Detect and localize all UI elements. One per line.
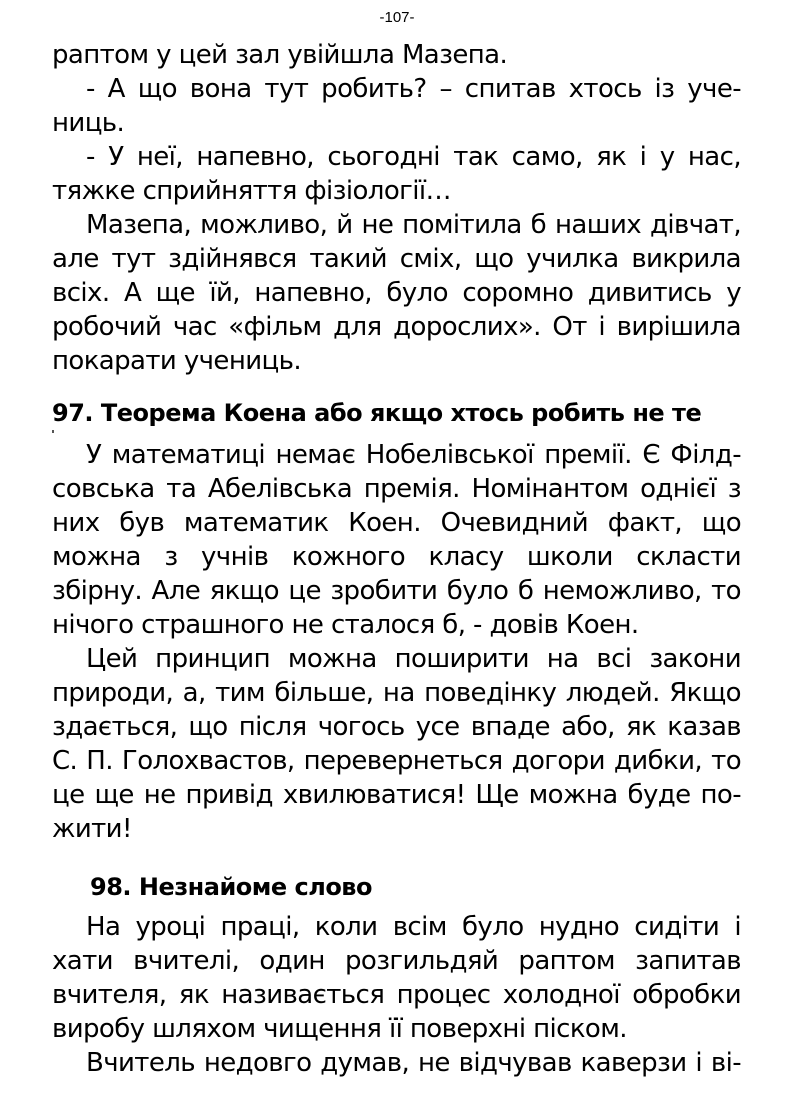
text-line: збірну. Але якщо це зробити було б неможливо, то	[52, 576, 741, 606]
text-line: природи, а, тим більше, на поведінку людей. Якщо	[52, 678, 741, 708]
text-line: здається, що після чогось усе впаде або, як казав	[52, 712, 741, 742]
text-line: вчителя, як називається процес холодної обробки	[52, 980, 741, 1010]
text-line: робочий час «фільм для дорослих». От і вирішила	[52, 312, 741, 342]
text-line: це ще не привід хвилюватися! Ще можна буде по-	[52, 780, 741, 810]
text-line: - У неї, напевно, сьогодні так само, як і у нас,	[86, 142, 741, 172]
section-97-heading: 97. Теорема Коена або якщо хтось робить не те	[52, 399, 702, 427]
text-line: них був математик Коен. Очевидний факт, що	[52, 508, 741, 538]
text-line: всіх. А ще їй, напевно, було соромно дивитись у	[52, 278, 741, 308]
text-line: хати вчителі, один розгильдяй раптом запитав	[52, 946, 741, 976]
text-line: совська та Абелівська премія. Номінантом однієї з	[52, 474, 741, 504]
story-continuation	[52, 38, 741, 378]
scan-mark	[52, 430, 54, 433]
text-line: покарати учениць.	[52, 346, 302, 376]
text-line: На уроці праці, коли всім було нудно сидіти і	[86, 912, 741, 942]
text-line: жити!	[52, 814, 132, 844]
text-line: - А що вона тут робить? – спитав хтось із уче-	[86, 74, 741, 104]
text-line: виробу шляхом чищення її поверхні піском.	[52, 1014, 627, 1044]
text-line: можна з учнів кожного класу школи скласти	[52, 542, 741, 572]
page-number: -107-	[379, 9, 415, 26]
text-line: але тут здійнявся такий сміх, що училка викрила	[52, 244, 741, 274]
section-98-heading: 98. Незнайоме слово	[90, 873, 372, 901]
text-line: тяжке сприйняття фізіології…	[52, 176, 451, 206]
text-line: Цей принцип можна поширити на всі закони	[86, 644, 741, 674]
text-line: Вчитель недовго думав, не відчував каверзи і ві-	[86, 1048, 741, 1078]
text-line: нічого страшного не сталося б, - довів Коен.	[52, 610, 639, 640]
text-line: С. П. Голохвастов, перевернеться догори дибки, то	[52, 746, 741, 776]
section-97-body	[52, 438, 741, 846]
text-line: ниць.	[52, 108, 125, 138]
text-line: У математиці немає Нобелівської премії. Є Філд-	[86, 440, 741, 470]
text-line: Мазепа, можливо, й не помітила б наших дівчат,	[86, 210, 741, 240]
section-98-body	[52, 910, 741, 1080]
text-line: раптом у цей зал увійшла Мазепа.	[52, 40, 508, 70]
